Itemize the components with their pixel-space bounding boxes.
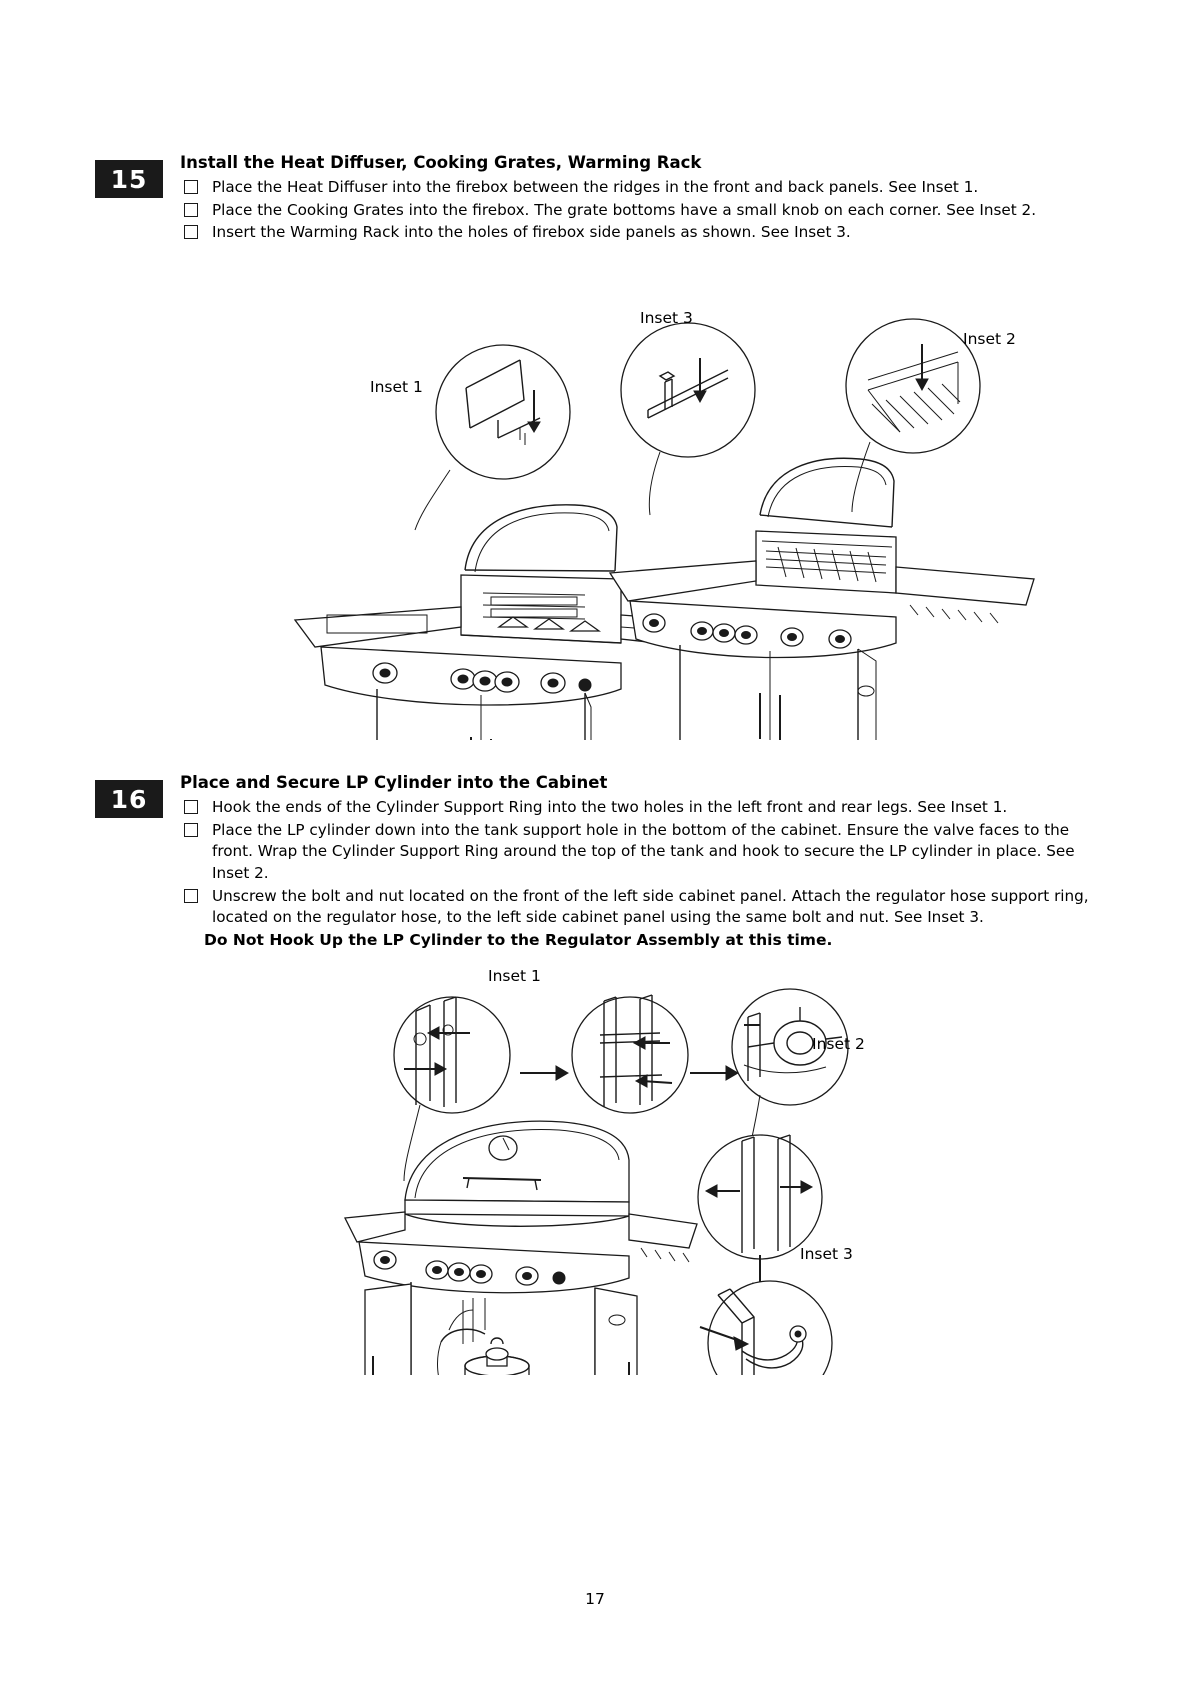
list-item-text: Insert the Warming Rack into the holes of firebox side panels as shown. See Inset 3.: [212, 223, 851, 242]
checkbox-icon[interactable]: [184, 889, 198, 903]
list-item-text: Place the Heat Diffuser into the firebox between the ridges in the front and back panels. See Inset 1.: [212, 178, 979, 197]
figure-16-illustration: [0, 955, 1190, 1375]
list-item: [180, 222, 1105, 244]
figure-16-inset1-label: Inset 1: [488, 967, 541, 985]
list-item-text: Place the Cooking Grates into the firebox. The grate bottoms have a small knob on each corner. See Inset 2.: [212, 200, 1037, 219]
step-16-body: [180, 772, 1105, 949]
list-item: [180, 886, 1105, 929]
step-15-number: 15: [95, 160, 163, 198]
checkbox-icon[interactable]: [184, 180, 198, 194]
figure-15-inset2-label: Inset 2: [963, 330, 1016, 348]
step-16-title: Place and Secure LP Cylinder into the Cabinet: [180, 773, 608, 792]
step-15-block: [95, 152, 1105, 245]
list-item-text: Place the LP cylinder down into the tank support hole in the bottom of the cabinet. Ensure the valve faces to the front. Wrap the Cylinder Support Ring around the top of the tank and hook to secure the LP cylinder in place. See Inset 2.: [212, 820, 1075, 882]
figure-15-inset1-label: Inset 1: [370, 378, 423, 396]
list-item: [180, 820, 1105, 885]
figure-15-illustration: [0, 300, 1190, 740]
figure-step-16: [0, 955, 1190, 1375]
checkbox-icon[interactable]: [184, 203, 198, 217]
step-16-warning-note: Do Not Hook Up the LP Cylinder to the Regulator Assembly at this time.: [204, 930, 833, 949]
figure-16-inset3-label: Inset 3: [800, 1245, 853, 1263]
step-16-number: 16: [95, 780, 163, 818]
step-16-checklist: [180, 797, 1105, 928]
page-number: 17: [585, 1590, 605, 1608]
list-item-text: Hook the ends of the Cylinder Support Ring into the two holes in the left front and rear legs. See Inset 1.: [212, 798, 1008, 817]
list-item-text: Unscrew the bolt and nut located on the front of the left side cabinet panel. Attach the regulator hose support ring, located on the regulator hose, to the left side cabinet panel using the same bolt and nut. See Inset 3.: [212, 886, 1089, 927]
figure-16-inset2-label: Inset 2: [812, 1035, 865, 1053]
list-item: [180, 200, 1105, 222]
list-item: [180, 797, 1105, 819]
checkbox-icon[interactable]: [184, 823, 198, 837]
list-item: [180, 177, 1105, 199]
step-15-checklist: [180, 177, 1105, 244]
step-15-title: Install the Heat Diffuser, Cooking Grates, Warming Rack: [180, 153, 702, 172]
figure-step-15: [0, 300, 1190, 740]
step-16-block: [95, 772, 1105, 949]
checkbox-icon[interactable]: [184, 800, 198, 814]
step-15-body: [180, 152, 1105, 244]
checkbox-icon[interactable]: [184, 225, 198, 239]
figure-15-inset3-label: Inset 3: [640, 309, 693, 327]
